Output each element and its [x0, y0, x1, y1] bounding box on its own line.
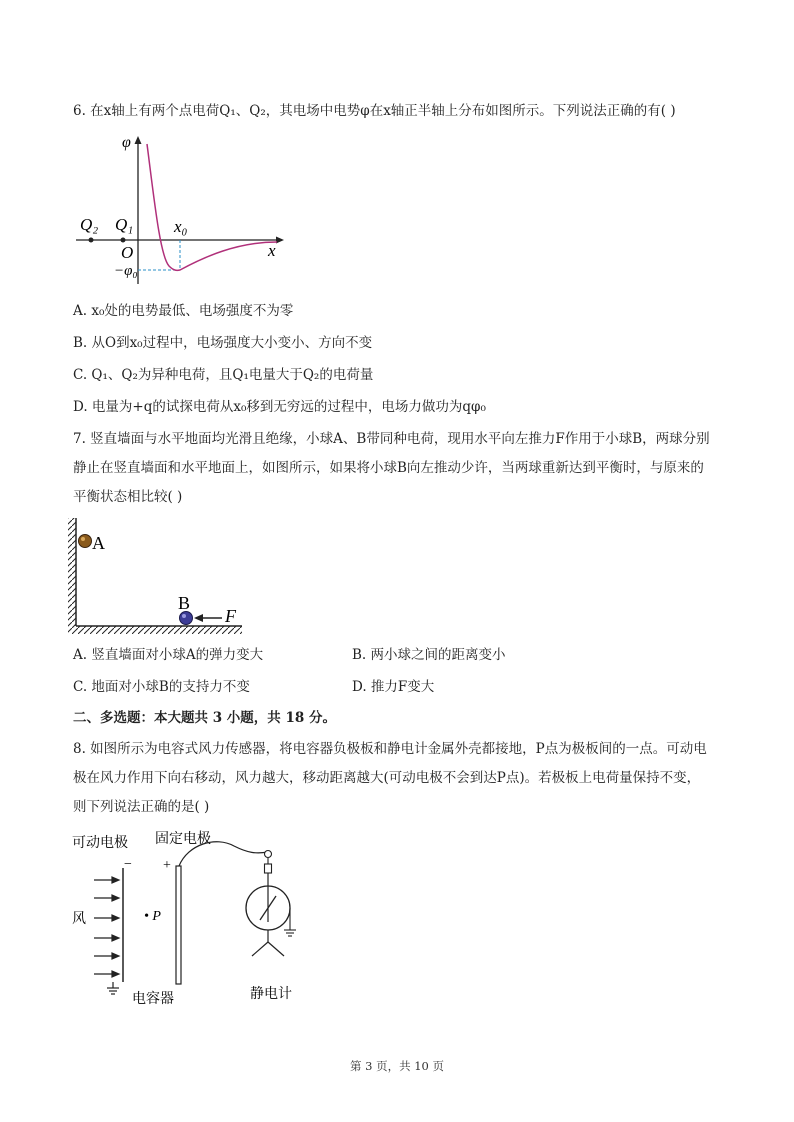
q6-phi0-label: −φ₀: [114, 263, 138, 279]
q8-minus-sign: −: [124, 857, 132, 872]
q7-ball-b-label: B: [178, 593, 191, 613]
q6-option-c: C. Q₁、Q₂为异种电荷，且Q₁电量大于Q₂的电荷量: [73, 367, 374, 383]
q8-plus-sign: +: [163, 858, 171, 873]
q8-capacitor-sensor-diagram: [66, 826, 326, 1010]
page-footer: 第 3 页，共 10 页: [349, 1059, 445, 1073]
q6-stem: 6. 在x轴上有两个点电荷Q₁、Q₂，其电场中电势φ在x轴正半轴上分布如图所示。下列说法正确的有( ): [73, 103, 676, 119]
q6-x0-label: x₀: [174, 217, 188, 236]
q6-option-d: D. 电量为+q的试探电荷从x₀移到无穷远的过程中，电场力做功为qφ₀: [73, 399, 486, 415]
q7-option-c: C. 地面对小球B的支持力不变: [73, 679, 250, 695]
q8-capacitor-label: 电容器: [132, 992, 174, 1007]
q6-option-b: B. 从O到x₀过程中，电场强度大小变小、方向不变: [73, 335, 373, 351]
q8-stem-line-3: 则下列说法正确的是( ): [73, 799, 210, 815]
section-heading-multiple-choice: 二、多选题：本大题共 3 小题，共 18 分。: [73, 710, 336, 726]
q8-stem-line-2: 极在风力作用下向右移动，风力越大，移动距离越大(可动电极不会到达P点)。若极板上电荷量保持不变，: [73, 770, 701, 786]
q7-stem-line-1: 7. 竖直墙面与水平地面均光滑且绝缘，小球A、B带同种电荷，现用水平向左推力F作用于小球B，两球分别: [73, 431, 710, 447]
q7-force-label: F: [225, 606, 236, 626]
q6-option-a: A. x₀处的电势最低、电场强度不为零: [73, 303, 294, 319]
q8-point-p-label: • P: [144, 909, 161, 924]
q8-electrometer-label: 静电计: [250, 987, 292, 1002]
q6-x-axis-label: x: [268, 241, 276, 260]
q8-fixed-electrode-label: 固定电极: [155, 832, 211, 847]
q7-ball-a-label: A: [92, 533, 105, 553]
q6-origin-label: O: [121, 243, 134, 262]
q7-stem-line-2: 静止在竖直墙面和水平地面上，如图所示，如果将小球B向左推动少许，当两球重新达到平衡时，与原来的: [73, 460, 704, 476]
q6-potential-graph: [72, 128, 292, 288]
q8-wind-label: 风: [72, 912, 86, 927]
q7-option-a: A. 竖直墙面对小球A的弹力变大: [73, 647, 264, 663]
q7-stem-line-3: 平衡状态相比较( ): [73, 489, 183, 505]
q7-wall-floor-diagram: [66, 514, 256, 638]
q8-movable-electrode-label: 可动电极: [72, 836, 128, 851]
q6-q1-label: Q₁: [115, 215, 134, 234]
q7-option-b: B. 两小球之间的距离变小: [352, 647, 506, 663]
q8-stem-line-1: 8. 如图所示为电容式风力传感器，将电容器负极板和静电计金属外壳都接地，P点为极板间的一点。可动电: [73, 741, 707, 757]
q6-phi-axis-label: φ: [122, 134, 131, 151]
q6-q2-label: Q₂: [80, 215, 99, 234]
q7-option-d: D. 推力F变大: [352, 679, 435, 695]
